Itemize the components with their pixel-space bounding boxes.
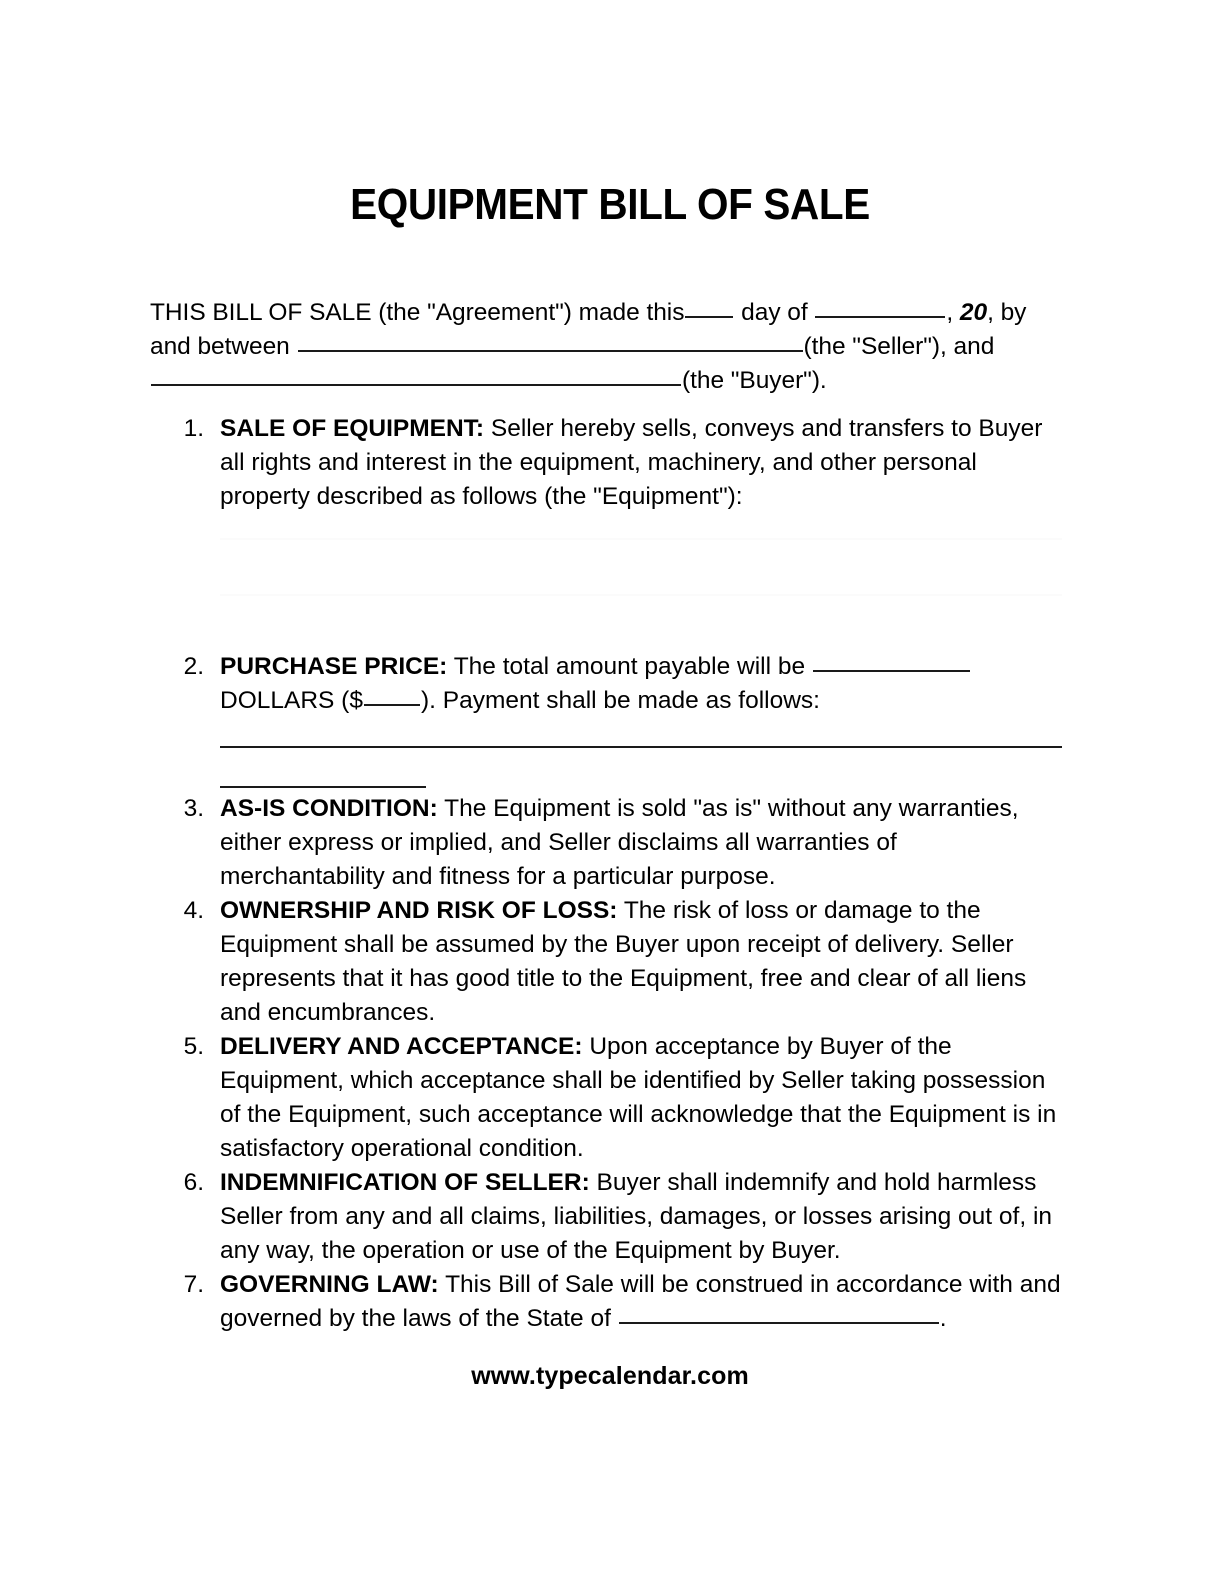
clause-body [220,894,1065,1030]
clause-number: 3. [183,795,204,822]
clause-text-before-state: This Bill of Sale will be construed in accordance with and governed by the laws of the State of [220,1271,1061,1332]
payment-terms-area[interactable] [150,718,1065,792]
intro-text-part2: day of [741,299,808,326]
clause-text: Seller hereby sells, conveys and transfers to Buyer all rights and interest in the equipment, machinery, and other personal property described as follows (the "Equipment"): [220,415,1043,510]
clause-text: Buyer shall indemnify and hold harmless Seller from any and all claims, liabilities, damages, or losses arising out of, in any way, the operation or use of the Equipment by Buyer. [220,1169,1053,1264]
purchase-amount-blank-field[interactable] [813,653,970,672]
clause-text: Upon acceptance by Buyer of the Equipment, which acceptance shall be identified by Seller taking possession of the Equipment, such acceptance will acknowledge that the Equipment is in satisfactory operational condition. [220,1033,1057,1162]
clause-item-delivery-and-acceptance [150,1030,1065,1166]
year-prefix: 20 [959,299,988,326]
clause-item-sale-of-equipment [150,412,1065,514]
clause-body [220,1030,1065,1166]
clause-label: INDEMNIFICATION OF SELLER: [220,1169,590,1196]
clause-text: The Equipment is sold "as is" without any warranties, either express or implied, and Seller disclaims all warranties of merchantability and fitness for a particular purpose. [220,795,1019,890]
clause-item-ownership-and-risk-of-loss [150,894,1065,1030]
clause-number: 4. [183,897,204,924]
buyer-name-blank-field[interactable] [151,367,681,386]
clause-item-purchase-price [150,650,1065,718]
month-blank-field[interactable] [815,299,945,318]
clause-list [150,412,1065,1336]
clause-text-dollars: DOLLARS ($ [220,687,363,714]
clause-number: 6. [183,1169,204,1196]
clause-number: 7. [183,1271,204,1298]
intro-clause-spacer [150,398,1065,412]
clause-text-period: . [939,1305,947,1332]
clause-label: DELIVERY AND ACCEPTANCE: [220,1033,583,1060]
seller-name-blank-field[interactable] [298,333,803,352]
clause-number: 1. [183,415,204,442]
clause-item-as-is-condition [150,792,1065,894]
intro-text-part1: THIS BILL OF SALE (the "Agreement") made this [150,299,685,326]
purchase-numeric-blank-field[interactable] [364,687,420,706]
clause-label: PURCHASE PRICE: [220,653,448,680]
governing-state-blank-field[interactable] [619,1305,939,1324]
clause-body [220,650,1065,718]
clause-text: The risk of loss or damage to the Equipment shall be assumed by the Buyer upon receipt of delivery. Seller represents that it has good title to the Equipment, free and clear of all liens and encumbrances. [220,897,1027,1026]
clause-label: AS-IS CONDITION: [220,795,438,822]
clause-label: OWNERSHIP AND RISK OF LOSS: [220,897,618,924]
clause-item-governing-law [150,1268,1065,1336]
footer-website: www.typecalendar.com [471,1362,749,1390]
clause-text-before-amount: The total amount payable will be [447,653,806,680]
clause-body [220,792,1065,894]
seller-suffix-text: (the "Seller"), and [803,333,995,360]
payment-terms-rule-2[interactable] [220,786,426,788]
page-title: EQUIPMENT BILL OF SALE [350,180,870,230]
equipment-description-area[interactable] [150,514,1065,650]
clause-body [220,1268,1065,1336]
clause-number: 5. [183,1033,204,1060]
clause-body [220,412,1065,514]
payment-terms-rule-1[interactable] [220,746,1062,748]
intro-text-part3: , by and between [150,299,1027,360]
buyer-suffix-text: (the "Buyer"). [682,367,827,394]
intro-year-comma: , [946,299,954,326]
equipment-description-rule-2[interactable] [220,594,1062,596]
clause-label: GOVERNING LAW: [220,1271,439,1298]
clause-body [220,1166,1065,1268]
equipment-description-rule-1[interactable] [220,538,1062,540]
clause-text-payment-terms: ). Payment shall be made as follows: [420,687,820,714]
clause-number: 2. [183,653,204,680]
intro-paragraph [150,296,1065,398]
clause-item-indemnification-of-seller [150,1166,1065,1268]
clause-label: SALE OF EQUIPMENT: [220,415,485,442]
day-blank-field[interactable] [685,299,733,318]
document-body [150,296,1065,1336]
